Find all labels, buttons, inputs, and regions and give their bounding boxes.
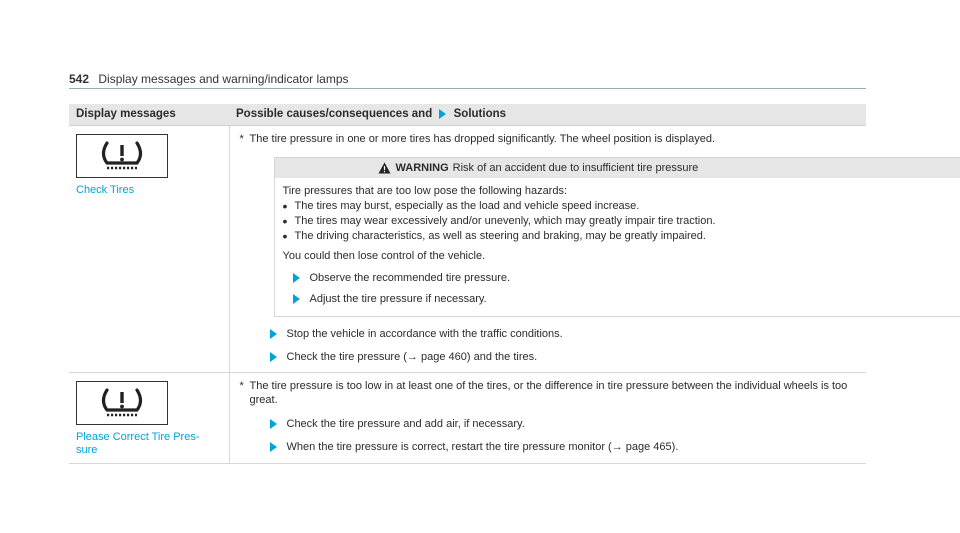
action-arrow-icon xyxy=(439,109,446,119)
message-cell xyxy=(69,126,229,373)
solution-step xyxy=(240,440,859,454)
bullet-text: The driving characteristics, as well as steering and braking, may be greatly impaired. xyxy=(294,230,706,242)
asterisk-symbol: * xyxy=(239,380,244,392)
column-header-causes xyxy=(229,104,866,126)
step-text: Check the tire pressure (→ page 460) and the tires. xyxy=(286,351,538,363)
cause-text xyxy=(240,132,859,146)
list-item xyxy=(283,199,960,214)
solution-step xyxy=(240,327,859,341)
warning-subtitle: Risk of an accident due to insufficient tire pressure xyxy=(452,162,699,174)
tire-pressure-warning-icon xyxy=(76,381,168,425)
column-header-solutions-text: Solutions xyxy=(453,108,507,120)
cause-cell xyxy=(229,373,866,464)
warning-intro: Tire pressures that are too low pose the following hazards: xyxy=(282,185,568,197)
message-check-tires: Check Tires xyxy=(76,184,135,196)
page-header-title: Display messages and warning/indicator lamps xyxy=(98,72,349,86)
action-arrow-icon xyxy=(270,419,277,429)
message-line: Please Correct Tire Pres- xyxy=(76,431,200,443)
table-row xyxy=(69,126,866,373)
tire-pressure-warning-icon xyxy=(76,134,168,178)
action-arrow-icon xyxy=(293,273,300,283)
tire-pressure-icon xyxy=(92,139,152,173)
warning-label: WARNING xyxy=(395,162,449,174)
column-header-causes-text: Possible causes/consequences and xyxy=(236,108,433,120)
page-number: 542 xyxy=(69,72,90,86)
action-arrow-icon xyxy=(270,442,277,452)
message-correct-tire-pressure xyxy=(76,431,222,457)
cause-cell xyxy=(229,126,866,373)
page-header xyxy=(69,72,349,86)
display-messages-table xyxy=(69,104,866,464)
message-cell xyxy=(69,373,229,464)
message-line: sure xyxy=(76,444,98,456)
step-text: When the tire pressure is correct, restart the tire pressure monitor (→ page 465). xyxy=(286,441,679,453)
bullet-icon: • xyxy=(282,228,288,244)
cause-description: The tire pressure is too low in at least one of the tires, or the difference in tire pressure between the individual wheels is too great. xyxy=(249,380,848,406)
warning-box xyxy=(274,157,960,317)
step-text: Adjust the tire pressure if necessary. xyxy=(309,293,487,305)
cause-text xyxy=(240,379,859,407)
table-header-row xyxy=(69,104,866,126)
action-arrow-icon xyxy=(270,329,277,339)
warning-step xyxy=(283,271,960,285)
tire-pressure-icon xyxy=(92,386,152,420)
bullet-text: The tires may burst, especially as the load and vehicle speed increase. xyxy=(294,200,640,212)
warning-step xyxy=(283,292,960,306)
warning-body xyxy=(275,178,960,316)
action-arrow-icon xyxy=(270,352,277,362)
bullet-text: The tires may wear excessively and/or unevenly, which may greatly impair tire traction. xyxy=(294,215,716,227)
column-header-display-messages: Display messages xyxy=(69,104,229,126)
warning-title xyxy=(275,158,960,178)
list-item xyxy=(283,229,960,244)
step-text: Observe the recommended tire pressure. xyxy=(309,272,511,284)
header-rule xyxy=(69,88,866,89)
list-item xyxy=(283,214,960,229)
bullet-icon: • xyxy=(282,198,288,214)
step-text: Stop the vehicle in accordance with the traffic conditions. xyxy=(286,328,563,340)
action-arrow-icon xyxy=(293,294,300,304)
bullet-icon: • xyxy=(282,213,288,229)
solution-step xyxy=(240,350,859,364)
table-row xyxy=(69,373,866,464)
warning-triangle-icon xyxy=(378,162,391,174)
warning-note: You could then lose control of the vehicle. xyxy=(282,250,486,262)
step-text: Check the tire pressure and add air, if necessary. xyxy=(286,418,525,430)
solution-step xyxy=(240,417,859,431)
cause-description: The tire pressure in one or more tires has dropped significantly. The wheel position is displayed. xyxy=(249,133,716,145)
asterisk-symbol: * xyxy=(239,133,244,145)
